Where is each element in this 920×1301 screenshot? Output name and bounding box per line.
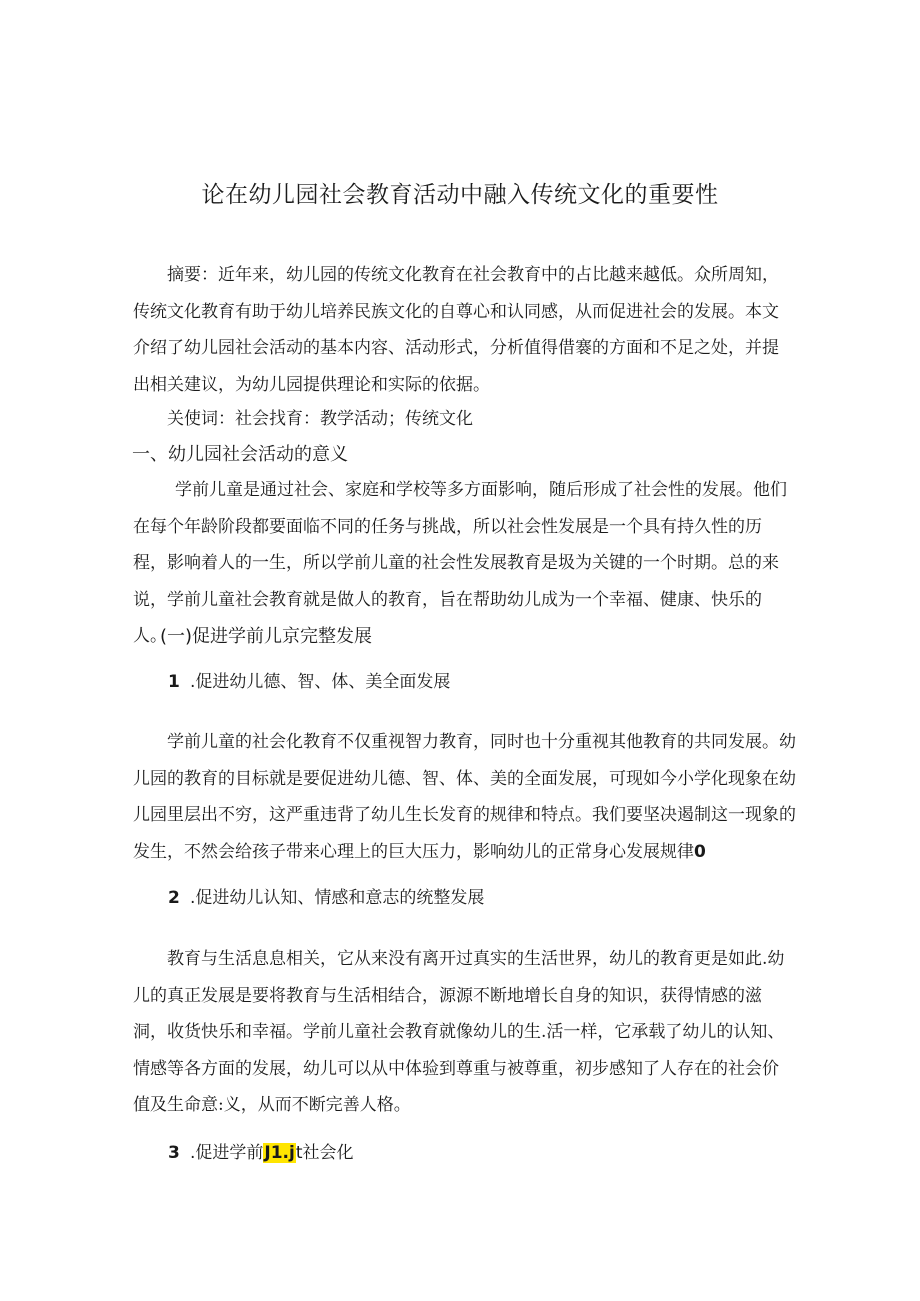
paragraph-line-end: 0 xyxy=(694,841,706,862)
item-2-paragraph: 教育与生活息息相关，它从来没有离开过真实的生活世界，幼儿的教育更是如此.幼儿的真正发展是要将教育与生活相结合，源源不断地增长自身的知识，获得情感的滋洞，收货快乐和幸福。学前儿童社会教育就像幼儿的生.活一样，它承载了幼儿的认知、情感等各方面的发展，幼儿可以从中体验到尊重与被尊重，初步感知了人存在的社会价值及生命意:义，从而不断完善人格。 xyxy=(133,949,785,1115)
section-1-paragraph: 学前儿童是通过社会、家庭和学校等多方面影响，随后形成了社会性的发展。他们在每个年龄阶段都要面临不同的任务与挑战，所以社会性发展是一个具有持久性的历程，影响着人的一生，所以学前儿童的社会性发展教育是圾为关键的一个时期。总的来说，学前儿童社会教育就是做人的教育，旨在帮助幼儿成为一个幸福、健康、快乐的人。 xyxy=(133,480,787,646)
item-number: 1 xyxy=(168,672,180,692)
paragraph-line: 学前儿童的社会化教育不仅重视智力教育，同时也十分重视其他教育的共同发展。幼 xyxy=(167,732,796,752)
item-number: 2 xyxy=(168,888,180,908)
paragraph-line xyxy=(133,834,833,871)
paragraph-line: 儿园里层出不穷，这严重违背了幼儿生长发育的规律和特点。我们要坚决遏制这一现象的 xyxy=(133,805,796,825)
item-heading-text: .促进幼儿认知、情感和意志的统整发展 xyxy=(190,888,485,908)
item-2-heading xyxy=(168,883,768,908)
item-number: 3 xyxy=(168,1143,180,1163)
paragraph-line: 儿园的教育的目标就是要促进幼儿德、智、体、美的全面发展，可现如今小学化现象在幼 xyxy=(133,768,796,789)
abstract-paragraph: 摘要：近年来，幼儿园的传统文化教育在社会教育中的占比越来越低。众所周知，传统文化教育有助于幼儿培养民族文化的自尊心和认同感，从而促进社会的发展。本文介绍了幼儿园社会活动的基本内容、活动形式，分析值得借褰的方面和不足之处，并提出相关建议，为幼儿园提供理论和实际的依据。 xyxy=(133,265,779,395)
document-title: 论在幼儿园社会教育活动中融入传统文化的重要性 xyxy=(201,182,719,208)
item-heading-text: .促进学前 xyxy=(190,1143,264,1163)
item-1-paragraph xyxy=(133,724,833,870)
item-3-heading xyxy=(168,1138,768,1163)
subsection-heading-1: (一)促进学前儿京完整发展 xyxy=(160,626,373,647)
highlighted-text: J1.j xyxy=(264,1143,295,1163)
section-heading-1: 一、幼儿园社会活动的意义 xyxy=(132,444,348,465)
keywords-line: 关使词：社会找育：教学活动；传统文化 xyxy=(167,409,473,429)
item-heading-text: .促进幼儿德、智、体、美全面发展 xyxy=(190,672,451,692)
item-1-heading xyxy=(168,667,768,692)
paragraph-line-text: 发生，不然会给孩子带来心理上的巨大压力，影响幼儿的正常身心发展规律 xyxy=(133,841,694,862)
item-heading-text: t社会化 xyxy=(295,1143,354,1163)
